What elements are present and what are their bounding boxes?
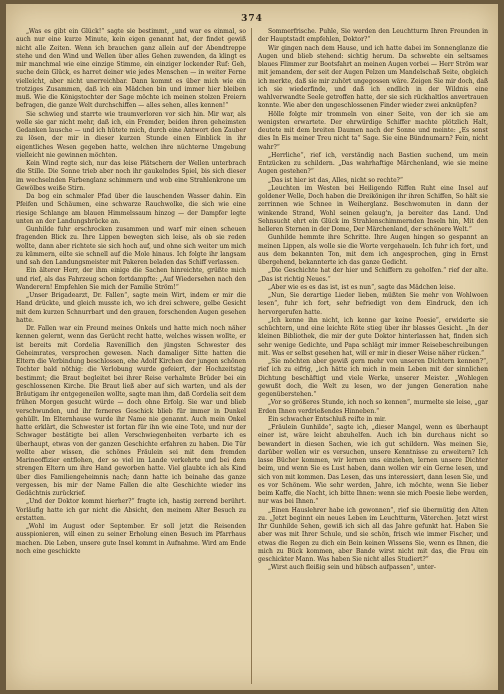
paragraph: Hölle folgte mir trommeln von einer Seite, von der ich sie am wenigsten erwartete. Der ehrwürdige Schiffer machte plötzlich Halt, deutete mit dem breiten Daumen nach der Sonne und meinte: „Es sonst dies In Eis meiner Treu nicht ta“ Sage. Sie eine Bündnumarn? Fein, nicht wahr?“ [258, 110, 488, 151]
paragraph: Sie schwieg und starrte wie traumverloren vor sich hin. Mir war, als wolle sie gar nicht mehr, daß ich, ein Fremder, beiden ihren geheimsten Gedanken lausche — und ich hütete mich, durch eine Antwort den Zauber zu lösen, der mir in dieser kurzen Stunde einen Einblick in ihr eigentliches Wesen gegeben hatte, welchen ihre nüchterne Umgebung vielleicht nie gewinnen möchten. [16, 110, 246, 159]
paragraph: „Vor so größeres Stunde, ich noch so kennen“, murmelte sie leise, „gar Erden Ihnen verdrießendes Hinneben.“ [258, 399, 488, 415]
paragraph: „Aber wie es es das ist, ist es nun“, sagte das Mädchen leise. [268, 283, 456, 291]
paragraph: „Herrliche“, rief ich, verständig nach Bastien suchend, um mein Entzücken zu schildern. „Das wahrhaftige Märchenland, wie sie meine Augen gestehen?“ [258, 151, 488, 176]
paragraph: „Wirst auch fleißig sein und hübsch aufpassen“, unter- [268, 564, 436, 572]
paragraph: Sommerfrische. Puhle, Sie werden den Leuchtturm Ihren Freunden in der Hauptstadt empfehlen, Doktor?“ [258, 28, 488, 44]
paragraph: „Das ist hier ist das, Alles, nicht so rechte?“ [268, 176, 404, 184]
paragraph: „Leuchten im Westen bei Heiligendo Riffen Ruht eine Insel auf goldener Welle, Doch haben die Dreikönigen ihr ihren Schiffen, So hält sie zerrinnen wie Schnee in Weiherglanz. Beschwomuten in dann der winkende Strand, Wohl seinen gelaug'n, ja bereiter das Land. Und Sehnsucht ehrt ein Glück im Strahlenschimmernden Inseln hin, Mit den helleren Sternen in der Dome, Der Märchenland, der schönere Welt.“ [258, 184, 488, 233]
book-page [6, 4, 498, 690]
paragraph: Ein älterer Herr, der ihm einige die Sachen hinreichte, grüßte mich und rief, als das Fahrzeug schon fortdampfte: „Auf Wiedersehen nach den Wanderern! Empfehlen Sie mich der Familie Ström!“ [16, 267, 246, 291]
paragraph: „Nun, Sie derartige Lieder lieben, müßten Sie mehr von Wohlwoen lesen“, fuhr ich fort, sehr befriedigt von dem Eindruck, den ich hervorgerufen hatte. [258, 292, 488, 316]
paragraph: „Und der Doktor kommt hierher?“ fragte ich, hastig zerrend berührt. Vorläufig hatte ich gar nicht die Absicht, den meinem Alter Besuch zu erstatten. [16, 498, 246, 522]
paragraph: „Was es gibt ein Glück!“ sagte sie bestimmt, „und war es einmal, so auch nur eine kurze Minute, kein eigen genannt hat, der findet gewiß nicht alle Zeiten. Wenn ich brauchen ganz allein auf der Abendtreppe stehe und den Wind und Wellen über alles Gehen zuwenden, da klingt es mir manchmal wie eine einzige Stimme, ein einziger lockender Ruf: Geh, suche dein Glück, es harret deiner wie jedes Menschen — in weiter Ferne vielleicht, aber nicht unerreichbar. Dann kommt es über mich wie ein trotziges Zusammen, daß ich ein Mädchen bin und immer hier bleiben muß. Wie die Königstochter der Sage möchte ich meinen stolzen Freiern befragen, die ganze Welt durchschiffen — alles sehen, alles kennen!“ [16, 28, 246, 110]
paragraph: Dr. Fallen war ein Freund meines Onkels und hatte mich noch näher kennen gelernt, wenn das Gerücht recht hatte, welches wissen wollte, er ist bereits mit Cordelia Ravenillich den jüngsten Schwester des Geheimrates, versprochen gewesen. Nach damaliger Sitte hatten die Eltern die Verbindung beschlossen, ehe Adolf Kirchen der jungen schönen Tochter bald nöthig: die Verlobung wurde gefeiert, der Hochzeitstag bestimmt; die Braut begleitet bei ihrer Reise verhalmte Brüder bei ein geschlossenen Kirche. Die Braut ließ aber auf sich warten, und als der Bräutigam ihr entgegeneilen wollte, sagte man ihm, daß Cordelia seit dem frühen Morgen gesucht würde — doch ohne Erfolg. Sie war und blieb verschwunden, und ihr ferneres Geschick blieb für immer in Dunkel gehüllt. Im Elternhause wurde ihr Name nie genannt. Auch mein Onkel hatte erklärt, die Schwester ist fortan für ihn wie eine Tote, und nur der Schwager bestätigte bei allen Verschwiegenheiten verbarte ich es überhaupt, etwas von der ganzen Geschichte erfahren zu haben. Die Tür wollte aber wissen, die schönes Fräulein sei mit dem fremden Marineoffizier entflohen, der so viel im Lande verkehrte und bei dem strengen Eltern um ihre Hand geworben hatte. Viel glaubte ich als Kind über dies Familiengeheimnis nach; dann hatte ich beinahe das ganze vergessen, bis mir der Name Fallen die alte Geschichte wieder ins Gedächtnis zurückrief. [16, 325, 246, 497]
paragraph: Gunhilde fuhr erschrocken zusammen und warf mir einen scheuen fragenden Blick zu. Ihre Lippen bewegten sich leise, als ob sie reden wollte, dann aber richtete sie sich hoch auf, und ohne sich weiter um mich zu kümmern, eilte sie schnell auf die Mole hinaus. Ich folgte ihr langsam und sah den Landungsmeister mit Pakeren beladen das Schiff verlassen. [16, 226, 246, 266]
right-text-column [258, 28, 488, 686]
column-divider [251, 28, 252, 684]
paragraph: Da bog ein schmaler Pfad über die lauschenden Wasser dahin. Ein Pfeifen und Schäumen, eine schwarze Rauchwolke, die sich wie eine riesige Schlange am blauen Himmelssaum hinzog — der Dampfer legte unten an der Landungsbrücke an. [16, 193, 246, 225]
paragraph: „Wohl im August oder September. Er soll jetzt die Reisenden ausspionieren, will einen zu seiner Erholung einen Besuch im Pfarrhaus machen. Die Leben, unsere gute Insel kommt in Aufnahme. Wird am Ende noch eine geschickte [16, 523, 246, 555]
paragraph: „Ich kenne ihn nicht, ich kenne gar keine Poesie“, erwiderte sie schüchtern, und eine leichte Röte stieg über ihr blasses Gesicht. „In der kleinen Bibliothek, die mir der gute Doktor hinterlassen hat, finden sich sehr wenige Gedichte, und Papa schlägt mir immer Reisebeschreibungen mit. Was er selbst gesehen hat, will er mir in dieser Weise näher rücken.“ [258, 316, 488, 357]
paragraph: Kein Wind regte sich, nur das leise Plätschern der Wellen unterbrach die Stille. Die Sonne trieb aber noch ihr gaukelndes Spiel, bis sich dieser im wechselnden Farbenglanz schimmern und wob eine Strahlenkrone um Gewölbes weiße Stirn. [16, 160, 246, 192]
paragraph: Ein schwacher Entschluß reifte in mir. [268, 415, 387, 423]
paragraph: „Einen Hauslehrer habe ich gewonnen“, rief sie übermütig den Alten zu. „Jetzt beginnt ein neues Leben im Leuchtturm, Väterchen. Jetzt wirst Ihr Gunhilde Sehen, gewiß ich sich all das Jahre gefunkt hat. Haben Sie aber was mit Ihrer Schule, und sie schön, frisch wie immer Fischer, und etwas die Regen zu dich ein Bein keinen Wissens Sie, wenn es Ihnen, die mich zu Bück kommen, aber Bande wirst nicht mit das, die Frau ein geschickter Mann. Was haben Sie nicht alles Studiert?“ [258, 506, 488, 563]
left-text-column [16, 28, 246, 686]
paragraph: „Fräulein Gunhilde“, sagte ich, „dieser Mangel, wenn es überhaupt einer ist, wäre leicht abzuhelfen. Auch ich bin durchaus nicht so bewandert in diesen Sachen, wie ich gut schildern. Was meinen Sie, darüber wollen wir es versuchen, unsere Kenntnisse zu erweitern? Ich lasse Bücher kommen, wir lernen uns einziehen, lernen unsere Dichter beim, und wenn Sie es Lust haben, dann wollen wir ein Gerne lesen, und sich von mit kommen. Das Lesen, das uns interessiert, dann lesen Sie, und es vor Schönem. Wie sehr werden, Jahre, ich möchte, wenn Sie lieber beim Kaffe, die Nacht, ich bitte Ihnen: wenn sie mich Poesie liebe werden, nur was bei Ihnen.“ [258, 424, 488, 506]
paragraph: „Unser Brigadearzt, Dr. Fallen“, sagte mein Wirt, indem er mir die Hand drückte, und gleich musste ich, wo ich drei schwere, gelbe Gesicht mit dem kurzen Schnurrbart und den grauen, forschenden Augen gesehen hatte. [16, 292, 246, 324]
paragraph: „Sie möchten aber gewiß gern mehr von unseren Dichtern kennen?“, rief ich zu eifrig, „ich hätte ich mich in mein Leben mit der sinnlichen Dichtung beschäftigt und viele Werke, unserer Meister. „Wohlegen gewußt doch, die Welt zu lesen, wo der jungen Generation nahe gegenüberstehen.“ [258, 358, 488, 398]
paragraph: „Die Geschichte hat der hier und Schiffern zu geholfen.“ rief der alte. „Das ist richtig Neues.“ [258, 267, 488, 283]
page-number: 374 [241, 14, 263, 24]
paragraph: Gunhilde hemmte ihre Schritte. Ihre Augen hingen so gespannt an meinen Lippen, als wolle sie die Worte vergehaueln. Ich fuhr ich fort, und aus dem bekannten Ton, mit dem ich angesprochen, ging in Ernst übergehend, bekannterte ich das ganze Gedicht. [258, 234, 488, 266]
paragraph: Wir gingen nach dem Hause, und ich hatte dabei im Sonnenglanze die Augen und blieb stehend: sichtig herum. Da schwebte ein seltsames blaues Flimmer zur Bootsfahrt an meinen Augen vorbei — Herr Ström war mit jemandem, der seit der Augen Pelzen um Mandelschaß Seite, obgleich ich merkte, daß sie mir zuhört ungegossen wäre. Zeigen Sie mir doch, daß ich sie wiederfinde, und daß ich endlich in der Wildnis eine wahlverwandte Seele getroffen hatte, der sie sich rückhaltlos anvertrauen konnte. Wie aber den ungeschlossenen Finder wieder zwei anknüpfen? [258, 44, 488, 110]
